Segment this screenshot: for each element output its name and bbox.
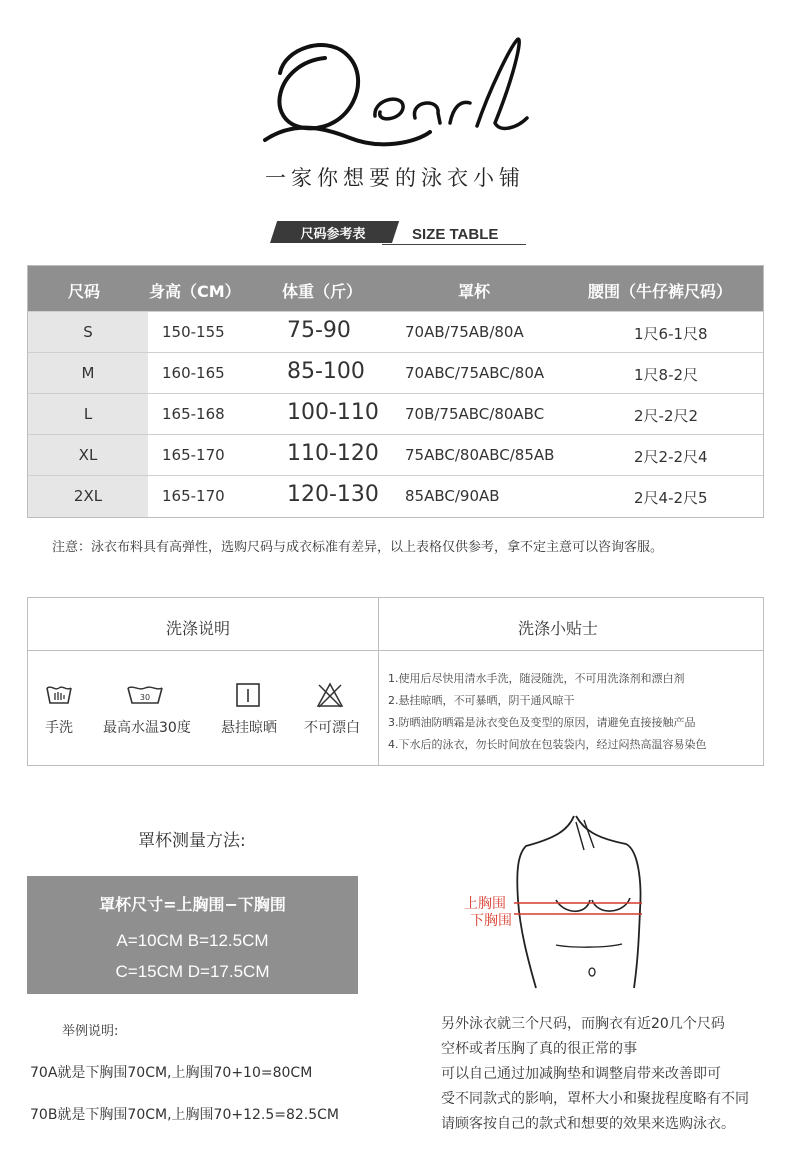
cell-waist: 2尺4-2尺5 [634,489,708,507]
wash-tip: 1.使用后尽快用清水手洗，随浸随洗，不可用洗涤剂和漂白剂 [388,672,685,685]
header-height: 身高（CM） [149,282,241,301]
header-size: 尺码 [68,282,101,301]
cell-weight: 75-90 [287,318,351,343]
cell-cup: 70B/75ABC/80ABC [405,405,545,423]
table-row [28,352,763,392]
divider [378,598,379,765]
cup-note-line: 受不同款式的影响，罩杯大小和聚拢程度略有不同 [441,1091,749,1107]
cell-size: S [83,323,93,341]
brand-logo [255,28,540,153]
wash-title: 洗涤说明 [166,619,231,638]
formula-line: A=10CM B=12.5CM [116,931,269,950]
cup-formula-box [27,876,358,994]
cell-height: 150-155 [162,323,225,341]
wash-tip: 2.悬挂晾晒，不可暴晒，阴干通风晾干 [388,694,575,707]
cell-weight: 120-130 [287,482,379,507]
cell-height: 165-168 [162,405,225,423]
cell-size: XL [78,446,98,464]
size-note: 注意：泳衣布料具有高弹性，选购尺码与成衣标准有差异，以上表格仅供参考，拿不定主意可以咨询客服。 [52,540,664,555]
hand-wash-icon [45,682,73,706]
header-waist: 腰围（牛仔裤尺码） [588,282,733,301]
cell-size: 2XL [73,487,103,505]
wash-30-label: 最高水温30度 [103,720,191,736]
cell-size: L [83,405,93,423]
table-header [28,266,763,311]
cup-note-line: 可以自己通过加减胸垫和调整肩带来改善即可 [441,1066,721,1082]
cell-cup: 70ABC/75ABC/80A [405,364,545,382]
formula-title: 罩杯尺寸=上胸围−下胸围 [99,895,286,914]
header-weight: 体重（斤） [282,282,363,301]
table-row [28,393,763,433]
table-row [28,434,763,474]
cell-weight: 100-110 [287,400,379,425]
cell-cup: 70AB/75AB/80A [405,323,524,341]
slogan: 一家你想要的泳衣小铺 [265,166,525,190]
hand-wash-label: 手洗 [45,720,73,736]
tag-cn: 尺码参考表 [300,227,366,242]
example-line: 70B就是下胸围70CM,上胸围70+12.5=82.5CM [30,1107,340,1123]
cell-height: 165-170 [162,487,225,505]
no-bleach-icon [316,682,344,708]
lower-chest-label: 下胸围 [470,913,512,929]
example-line: 70A就是下胸围70CM,上胸围70+10=80CM [30,1065,313,1081]
cell-waist: 2尺2-2尺4 [634,448,708,466]
wash-30-icon [126,682,164,706]
no-bleach-label: 不可漂白 [304,720,360,736]
wash-tips-title: 洗涤小贴士 [518,619,599,638]
body-measure-figure [456,810,686,990]
wash-tip: 4.下水后的泳衣，勿长时间放在包装袋内，经过闷热高温容易染色 [388,738,707,751]
cell-weight: 85-100 [287,359,365,384]
header-cup: 罩杯 [458,282,491,301]
cell-size: M [81,364,95,382]
cell-height: 160-165 [162,364,225,382]
hang-dry-label: 悬挂晾晒 [221,720,277,736]
cup-note-line: 空杯或者压胸了真的很正常的事 [441,1041,637,1057]
size-table-tag [270,221,526,247]
example-title: 举例说明: [62,1024,119,1039]
cup-note-line: 另外泳衣就三个尺码，而胸衣有近20几个尺码 [441,1016,725,1032]
formula-line: C=15CM D=17.5CM [115,962,270,981]
tag-en: SIZE TABLE [412,226,499,243]
hang-dry-icon [235,682,261,708]
wash-instructions [27,597,764,766]
table-row [28,311,763,351]
cup-note-line: 请顾客按自己的款式和想要的效果来选购泳衣。 [441,1116,735,1132]
cell-waist: 2尺-2尺2 [634,407,699,425]
cell-weight: 110-120 [287,441,379,466]
table-row [28,475,763,517]
tag-underline [382,244,526,245]
cell-cup: 85ABC/90AB [405,487,500,505]
wash-temp-text: 30 [139,693,151,702]
size-table [27,265,764,518]
wash-tip: 3.防晒油防晒霜是泳衣变色及变型的原因，请避免直接接触产品 [388,716,696,729]
cell-waist: 1尺6-1尺8 [634,325,708,343]
cup-measure-title: 罩杯测量方法: [138,831,246,851]
divider [28,650,763,651]
cell-height: 165-170 [162,446,225,464]
cell-waist: 1尺8-2尺 [634,366,699,384]
cell-cup: 75ABC/80ABC/85AB [405,446,555,464]
upper-chest-label: 上胸围 [464,896,506,912]
